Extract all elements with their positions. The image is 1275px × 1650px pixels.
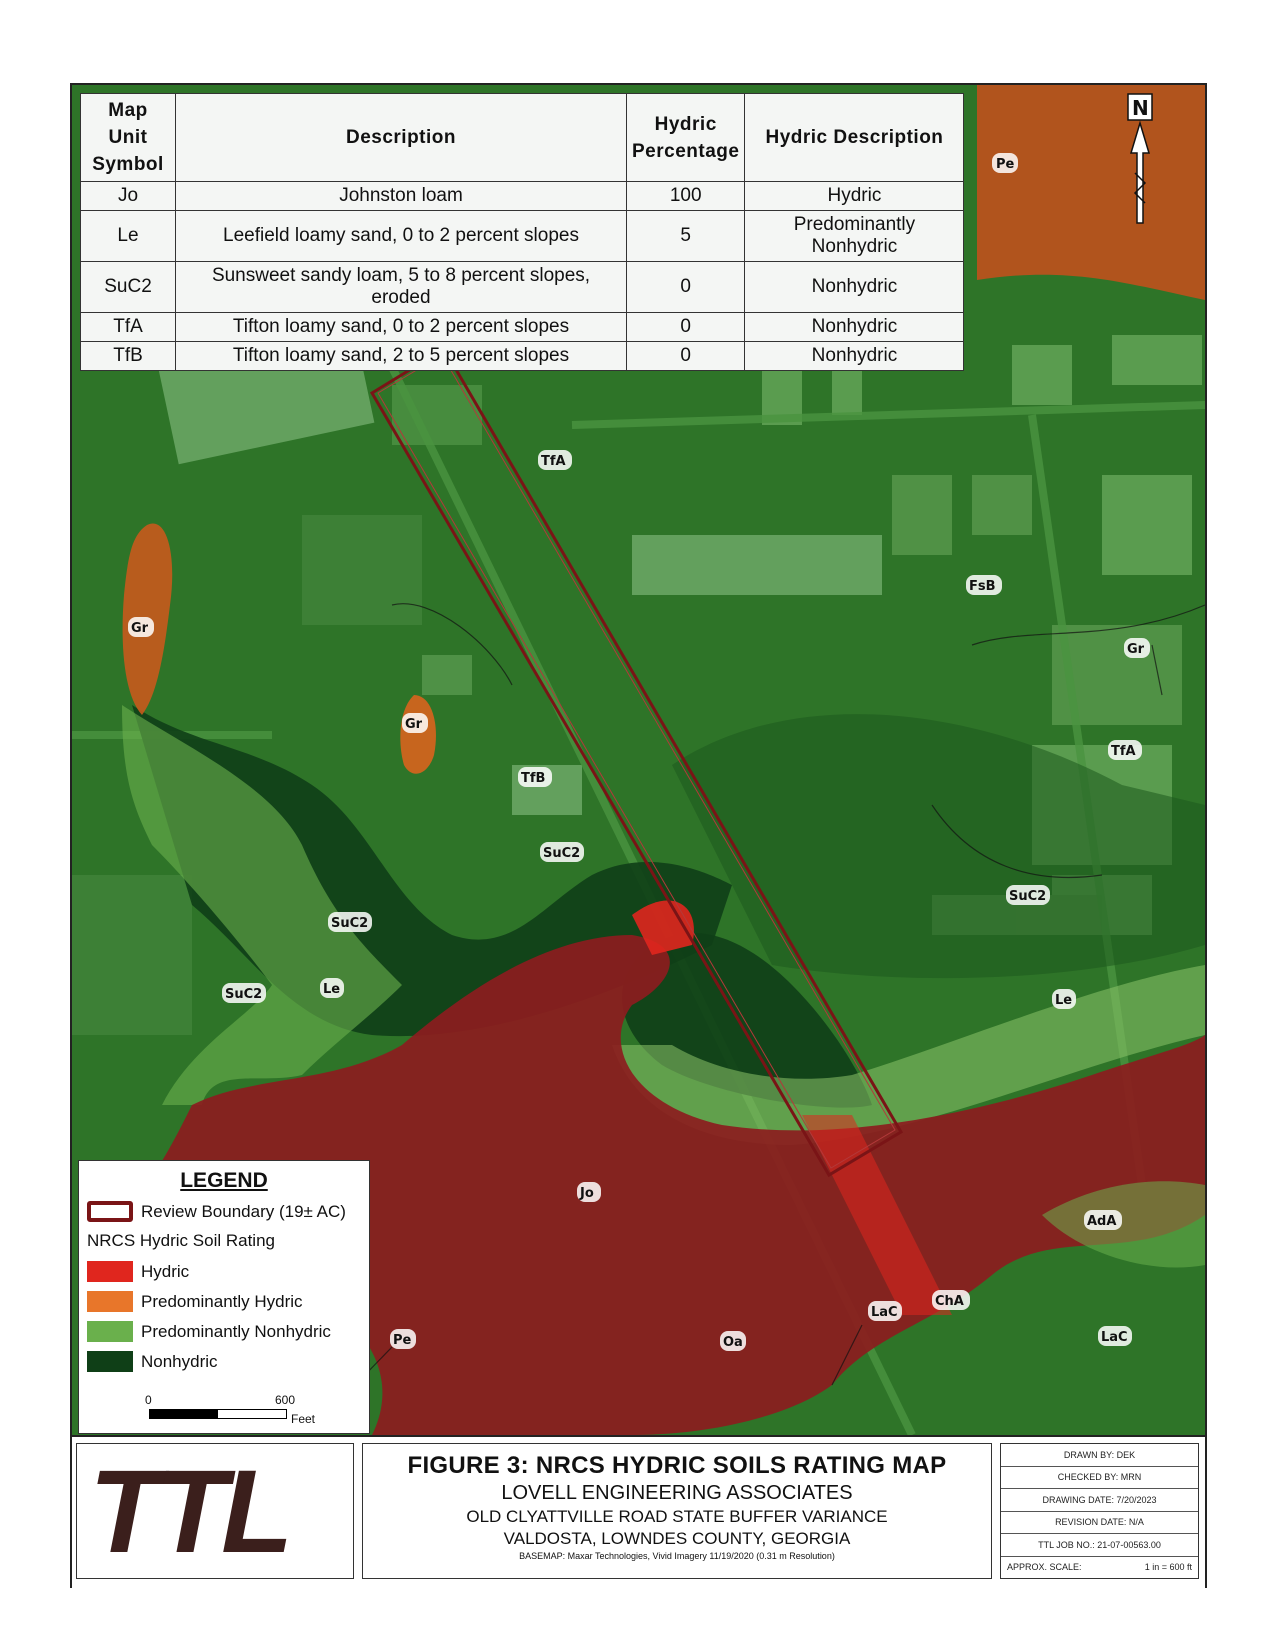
map-figure-frame <box>70 83 1207 1588</box>
label-tfb <box>518 767 552 787</box>
header-hydric-percentage: Hydric Percentage <box>627 94 745 182</box>
header-hydric-description: Hydric Description <box>745 94 964 182</box>
job-number: TTL JOB NO.: 21-07-00563.00 <box>1001 1534 1198 1557</box>
pe-area-top <box>977 85 1205 300</box>
label-cha <box>932 1290 970 1310</box>
svg-text:SuC2: SuC2 <box>225 987 263 1002</box>
label-pe-top <box>992 153 1018 173</box>
figure-title-panel <box>362 1443 992 1579</box>
legend-item-label: Nonhydric <box>141 1351 218 1371</box>
cell-percentage: 0 <box>627 313 745 342</box>
label-suc2-3 <box>1006 885 1050 905</box>
north-arrow-icon <box>1127 93 1153 233</box>
label-gr-mid <box>402 713 428 733</box>
map-legend <box>78 1160 370 1434</box>
cell-description: Tifton loamy sand, 0 to 2 percent slopes <box>176 313 627 342</box>
legend-item-predominantly-nonhydric <box>87 1321 331 1342</box>
cell-hydric-description: Nonhydric <box>745 262 964 313</box>
scale-start-label: 0 <box>145 1393 152 1407</box>
checked-by: CHECKED BY: MRN <box>1001 1467 1198 1490</box>
svg-text:Pe: Pe <box>393 1333 412 1348</box>
svg-text:Gr: Gr <box>405 717 423 732</box>
figure-title: FIGURE 3: NRCS HYDRIC SOILS RATING MAP <box>407 1452 947 1479</box>
label-suc2-1 <box>540 842 584 862</box>
approx-scale-label: APPROX. SCALE: <box>1007 1562 1082 1573</box>
cell-hydric-description: Predominantly Nonhydric <box>745 211 964 262</box>
table-row <box>81 262 964 313</box>
svg-text:SuC2: SuC2 <box>543 846 581 861</box>
label-fsb <box>966 575 1002 595</box>
cell-percentage: 0 <box>627 262 745 313</box>
cell-symbol: TfA <box>81 313 176 342</box>
table-row <box>81 182 964 211</box>
scale-bar <box>149 1409 287 1421</box>
svg-text:TTL: TTL <box>89 1446 288 1577</box>
review-boundary-swatch <box>87 1201 133 1222</box>
table-header-row <box>81 94 964 182</box>
svg-text:AdA: AdA <box>1087 1214 1117 1229</box>
svg-text:Le: Le <box>1055 993 1073 1008</box>
approx-scale-value: 1 in = 600 ft <box>1144 1562 1192 1573</box>
svg-text:Le: Le <box>323 982 341 997</box>
label-le-2 <box>1052 989 1076 1009</box>
header-description: Description <box>176 94 627 182</box>
svg-text:Gr: Gr <box>131 621 149 636</box>
label-gr-right <box>1124 638 1150 658</box>
legend-item-label: Predominantly Hydric <box>141 1291 303 1311</box>
legend-item-hydric <box>87 1261 189 1282</box>
label-gr-left <box>128 617 154 637</box>
soil-map <box>72 85 1205 1435</box>
nonhydric-swatch <box>87 1351 133 1372</box>
drawing-info-panel <box>1000 1443 1199 1579</box>
table-row <box>81 313 964 342</box>
drawing-date: DRAWING DATE: 7/20/2023 <box>1001 1489 1198 1512</box>
hydric-swatch <box>87 1261 133 1282</box>
soil-units-table <box>80 93 964 371</box>
scale-end-label: 600 <box>275 1393 296 1407</box>
label-lac-1 <box>868 1301 902 1321</box>
ttl-logo-mark <box>77 1444 352 1577</box>
ttl-logo <box>76 1443 354 1579</box>
svg-text:SuC2: SuC2 <box>1009 889 1047 904</box>
cell-percentage: 0 <box>627 342 745 371</box>
legend-item-label: Predominantly Nonhydric <box>141 1321 331 1341</box>
cell-symbol: Le <box>81 211 176 262</box>
review-boundary-label: Review Boundary (19± AC) <box>141 1201 346 1221</box>
legend-item-nonhydric <box>87 1351 218 1372</box>
label-le-1 <box>320 978 344 998</box>
svg-text:Pe: Pe <box>996 157 1015 172</box>
label-pe-bottom <box>390 1329 416 1349</box>
cell-description: Tifton loamy sand, 2 to 5 percent slopes <box>176 342 627 371</box>
svg-text:TfA: TfA <box>1111 744 1136 759</box>
label-lac-2 <box>1098 1326 1132 1346</box>
label-tfa-2 <box>1108 740 1142 760</box>
cell-symbol: Jo <box>81 182 176 211</box>
cell-hydric-description: Nonhydric <box>745 313 964 342</box>
cell-percentage: 5 <box>627 211 745 262</box>
svg-text:ChA: ChA <box>935 1294 964 1309</box>
title-block <box>72 1435 1205 1588</box>
cell-description: Johnston loam <box>176 182 627 211</box>
svg-text:TfA: TfA <box>541 454 566 469</box>
north-arrow <box>1127 93 1153 233</box>
header-map-unit-symbol: Map Unit Symbol <box>81 94 176 182</box>
label-jo <box>577 1182 601 1202</box>
cell-description: Leefield loamy sand, 0 to 2 percent slopes <box>176 211 627 262</box>
cell-symbol: TfB <box>81 342 176 371</box>
svg-text:SuC2: SuC2 <box>331 916 369 931</box>
svg-text:LaC: LaC <box>1101 1330 1128 1345</box>
legend-rating-title <box>87 1231 275 1251</box>
project-name: OLD CLYATTVILLE ROAD STATE BUFFER VARIANCE <box>466 1507 888 1526</box>
rating-title-label: NRCS Hydric Soil Rating <box>87 1231 275 1250</box>
label-suc2-2 <box>328 912 372 932</box>
project-location: VALDOSTA, LOWNDES COUNTY, GEORGIA <box>503 1529 851 1548</box>
approx-scale <box>1001 1557 1198 1579</box>
svg-text:Gr: Gr <box>1127 642 1145 657</box>
svg-text:Jo: Jo <box>580 1186 594 1201</box>
legend-item-predominantly-hydric <box>87 1291 303 1312</box>
cell-percentage: 100 <box>627 182 745 211</box>
label-tfa-1 <box>538 450 572 470</box>
client-name: LOVELL ENGINEERING ASSOCIATES <box>501 1482 853 1504</box>
drawn-by: DRAWN BY: DEK <box>1001 1444 1198 1467</box>
scale-unit-label: Feet <box>291 1412 316 1426</box>
svg-text:LaC: LaC <box>871 1305 898 1320</box>
revision-date: REVISION DATE: N/A <box>1001 1512 1198 1535</box>
svg-text:N: N <box>1132 96 1149 120</box>
legend-review-boundary <box>87 1201 346 1222</box>
predominantly-nonhydric-swatch <box>87 1321 133 1342</box>
label-oa <box>720 1331 746 1351</box>
cell-hydric-description: Hydric <box>745 182 964 211</box>
cell-symbol: SuC2 <box>81 262 176 313</box>
svg-text:FsB: FsB <box>969 579 996 594</box>
svg-text:Oa: Oa <box>723 1335 743 1350</box>
cell-description: Sunsweet sandy loam, 5 to 8 percent slopes, eroded <box>176 262 627 313</box>
svg-text:TfB: TfB <box>521 771 546 786</box>
basemap-credit: BASEMAP: Maxar Technologies, Vivid Imagery 11/19/2020 (0.31 m Resolution) <box>519 1551 835 1561</box>
label-ada <box>1084 1210 1122 1230</box>
legend-title: LEGEND <box>180 1169 268 1192</box>
cell-hydric-description: Nonhydric <box>745 342 964 371</box>
predominantly-hydric-swatch <box>87 1291 133 1312</box>
table-row <box>81 342 964 371</box>
table-row <box>81 211 964 262</box>
label-suc2-4 <box>222 983 266 1003</box>
legend-item-label: Hydric <box>141 1261 190 1281</box>
